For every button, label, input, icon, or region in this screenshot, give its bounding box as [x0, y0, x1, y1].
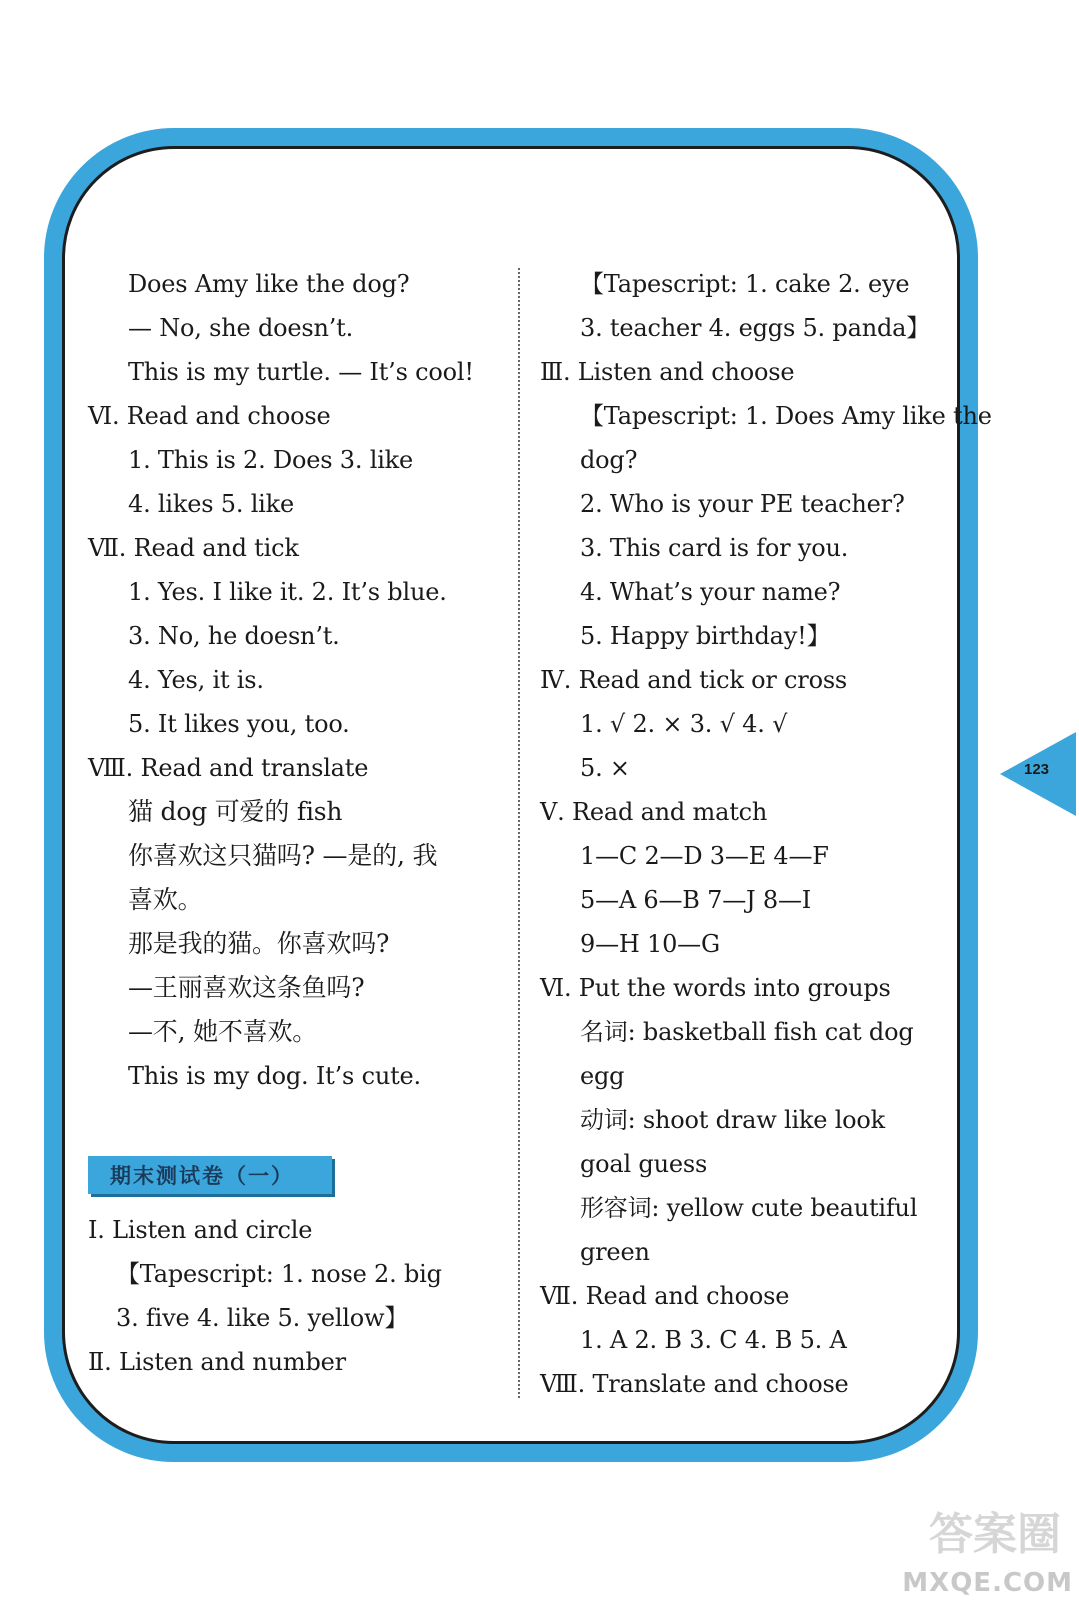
- answer-line: 【Tapescript: 1. Does Amy like the: [580, 402, 992, 430]
- answer-line: 那是我的猫。你喜欢吗?: [128, 929, 390, 958]
- answer-line: 动词: shoot draw like look: [580, 1106, 886, 1134]
- answer-line: egg: [580, 1062, 625, 1090]
- answer-line: goal guess: [580, 1150, 708, 1178]
- column-divider: [518, 268, 520, 1398]
- answer-line: 5—A 6—B 7—J 8—I: [580, 886, 812, 914]
- answer-line: 5. ×: [580, 754, 630, 782]
- section-heading: Ⅴ. Read and match: [540, 798, 768, 826]
- watermark-logo: 答案圈: [929, 1509, 1061, 1560]
- answer-line: 名词: basketball fish cat dog: [580, 1018, 914, 1046]
- answer-line: 喜欢。: [128, 885, 203, 914]
- right-lines: [540, 262, 992, 1406]
- section-heading: Ⅲ. Listen and choose: [540, 358, 795, 386]
- answer-line: 你喜欢这只猫吗? —是的, 我: [128, 841, 438, 870]
- answer-line: 【Tapescript: 1. cake 2. eye: [580, 270, 910, 298]
- answer-line: 5. It likes you, too.: [128, 710, 350, 738]
- section-heading: Ⅳ. Read and tick or cross: [540, 666, 848, 694]
- section-heading: Ⅵ. Put the words into groups: [540, 974, 891, 1002]
- answer-line: 4. likes 5. like: [128, 490, 294, 518]
- answer-line: —王丽喜欢这条鱼吗?: [128, 973, 365, 1002]
- answer-line: 9—H 10—G: [580, 930, 720, 958]
- answer-line: 3. five 4. like 5. yellow】: [116, 1304, 409, 1332]
- answer-line: —不, 她不喜欢。: [128, 1017, 318, 1046]
- left-lines: [88, 262, 508, 1098]
- answer-line: 4. What’s your name?: [580, 578, 841, 606]
- section-heading: Ⅵ. Read and choose: [88, 402, 331, 430]
- answer-line: 1. √ 2. × 3. √ 4. √: [580, 710, 788, 738]
- left-column: [88, 262, 508, 1384]
- answer-line: 1—C 2—D 3—E 4—F: [580, 842, 829, 870]
- answer-line: 1. This is 2. Does 3. like: [128, 446, 414, 474]
- answer-line: 2. Who is your PE teacher?: [580, 490, 905, 518]
- left-lines-after: [88, 1208, 508, 1384]
- answer-line: 猫 dog 可爱的 fish: [128, 797, 343, 826]
- section-heading: Ⅰ. Listen and circle: [88, 1216, 313, 1244]
- section-heading: Ⅷ. Translate and choose: [540, 1370, 849, 1398]
- answer-line: 3. This card is for you.: [580, 534, 849, 562]
- answer-line: — No, she doesn’t.: [128, 314, 354, 342]
- right-column: [540, 262, 992, 1406]
- section-heading: Ⅷ. Read and translate: [88, 754, 369, 782]
- answer-line: 5. Happy birthday!】: [580, 622, 831, 650]
- section-banner: 期末测试卷（一）: [88, 1156, 332, 1194]
- answer-line: This is my turtle. — It’s cool!: [128, 358, 474, 386]
- answer-line: 1. A 2. B 3. C 4. B 5. A: [580, 1326, 847, 1354]
- answer-line: Does Amy like the dog?: [128, 270, 410, 298]
- answer-line: 3. No, he doesn’t.: [128, 622, 340, 650]
- spacer: [88, 1098, 508, 1142]
- answer-line: green: [580, 1238, 650, 1266]
- answer-line: This is my dog. It’s cute.: [128, 1062, 421, 1090]
- section-heading: Ⅶ. Read and choose: [540, 1282, 790, 1310]
- page-number: 123: [1024, 761, 1050, 778]
- answer-line: 形容词: yellow cute beautiful: [580, 1194, 918, 1222]
- answer-line: 4. Yes, it is.: [128, 666, 264, 694]
- section-heading: Ⅶ. Read and tick: [88, 534, 299, 562]
- watermark-url: MXQE.COM: [902, 1568, 1073, 1598]
- answer-line: dog?: [580, 446, 638, 474]
- answer-line: 3. teacher 4. eggs 5. panda】: [580, 314, 931, 342]
- section-heading: Ⅱ. Listen and number: [88, 1348, 346, 1376]
- answer-line: 【Tapescript: 1. nose 2. big: [116, 1260, 442, 1288]
- answer-line: 1. Yes. I like it. 2. It’s blue.: [128, 578, 447, 606]
